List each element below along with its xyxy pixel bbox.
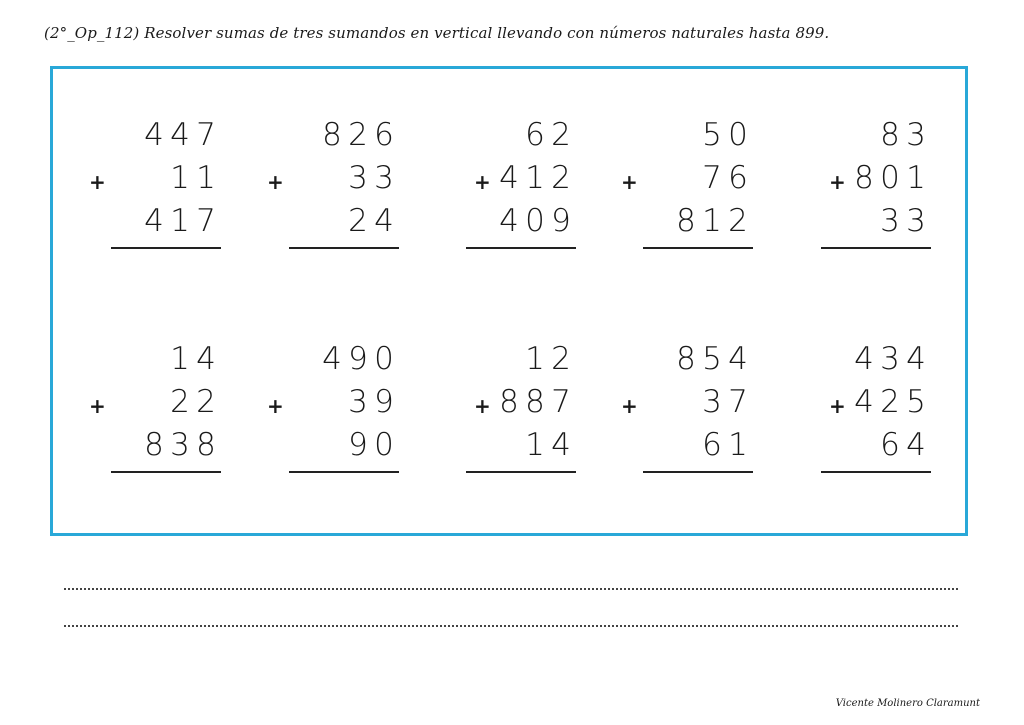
author-credit: Vicente Molinero Claramunt	[835, 698, 980, 709]
plus-sign: +	[829, 170, 846, 194]
addend-number: 8 3	[880, 117, 926, 153]
addend-row	[267, 160, 397, 204]
addend-row	[89, 384, 219, 428]
addend-number: 8 0 1	[854, 160, 926, 196]
sum-rule	[111, 471, 221, 473]
sum-rule	[643, 247, 753, 249]
addend-number: 4 1 2	[499, 160, 571, 196]
addend-number: 5 0	[702, 117, 748, 153]
addend-number: 8 5 4	[676, 341, 748, 377]
worksheet-title: (2°_Op_112) Resolver sumas de tres sumandos en vertical llevando con números naturales hasta 899.	[44, 24, 830, 42]
addend-row	[621, 341, 751, 385]
addend-number: 2 4	[348, 203, 394, 239]
plus-sign: +	[89, 170, 106, 194]
addend-row	[799, 341, 929, 385]
sum-rule	[111, 247, 221, 249]
plus-sign: +	[89, 394, 106, 418]
sum-rule	[466, 247, 576, 249]
addend-row	[267, 427, 397, 471]
addend-row	[799, 427, 929, 471]
addend-number: 6 4	[880, 427, 926, 463]
plus-sign: +	[621, 394, 638, 418]
addend-row	[267, 117, 397, 161]
addend-number: 4 9 0	[322, 341, 394, 377]
addend-row	[89, 427, 219, 471]
sum-rule	[466, 471, 576, 473]
addend-row	[267, 203, 397, 247]
answer-line-2[interactable]	[64, 625, 958, 627]
addend-row	[621, 203, 751, 247]
addition-problem	[621, 341, 751, 471]
addend-number: 9 0	[348, 427, 394, 463]
exercise-frame	[50, 66, 968, 536]
addend-number: 3 9	[348, 384, 394, 420]
addend-row	[799, 117, 929, 161]
addend-row	[799, 160, 929, 204]
addend-number: 3 3	[348, 160, 394, 196]
addend-row	[444, 117, 574, 161]
addend-number: 7 6	[702, 160, 748, 196]
addend-row	[444, 384, 574, 428]
addend-row	[89, 341, 219, 385]
addition-problem	[444, 341, 574, 471]
addend-number: 4 4 7	[144, 117, 216, 153]
addend-number: 8 1 2	[676, 203, 748, 239]
addition-problem	[267, 117, 397, 247]
plus-sign: +	[267, 394, 284, 418]
sum-rule	[821, 471, 931, 473]
addend-row	[621, 427, 751, 471]
answer-line-1[interactable]	[64, 588, 958, 590]
addend-number: 1 2	[525, 341, 571, 377]
addition-problem	[267, 341, 397, 471]
sum-rule	[289, 471, 399, 473]
plus-sign: +	[829, 394, 846, 418]
addend-row	[621, 160, 751, 204]
addend-number: 8 8 7	[499, 384, 571, 420]
addend-number: 8 3 8	[144, 427, 216, 463]
addend-number: 4 2 5	[854, 384, 926, 420]
addend-row	[89, 160, 219, 204]
sum-rule	[821, 247, 931, 249]
addend-row	[267, 384, 397, 428]
plus-sign: +	[621, 170, 638, 194]
addition-problem	[799, 117, 929, 247]
addend-number: 3 7	[702, 384, 748, 420]
addend-number: 8 2 6	[322, 117, 394, 153]
addend-row	[444, 203, 574, 247]
addend-row	[799, 203, 929, 247]
addend-row	[444, 341, 574, 385]
addend-row	[89, 117, 219, 161]
addition-problem	[89, 341, 219, 471]
addition-problem	[621, 117, 751, 247]
problems-grid	[53, 69, 965, 533]
addition-problem	[89, 117, 219, 247]
addend-row	[444, 160, 574, 204]
addend-number: 2 2	[170, 384, 216, 420]
addition-problem	[444, 117, 574, 247]
addend-number: 4 1 7	[144, 203, 216, 239]
plus-sign: +	[474, 394, 491, 418]
addend-number: 1 1	[170, 160, 216, 196]
plus-sign: +	[267, 170, 284, 194]
addend-row	[444, 427, 574, 471]
plus-sign: +	[474, 170, 491, 194]
sum-rule	[643, 471, 753, 473]
addend-row	[89, 203, 219, 247]
sum-rule	[289, 247, 399, 249]
addend-row	[799, 384, 929, 428]
addend-number: 1 4	[525, 427, 571, 463]
addend-number: 4 3 4	[854, 341, 926, 377]
addend-number: 3 3	[880, 203, 926, 239]
addend-number: 4 0 9	[499, 203, 571, 239]
addend-number: 1 4	[170, 341, 216, 377]
addend-row	[621, 117, 751, 161]
addition-problem	[799, 341, 929, 471]
addend-row	[621, 384, 751, 428]
addend-number: 6 2	[525, 117, 571, 153]
addend-number: 6 1	[702, 427, 748, 463]
addend-row	[267, 341, 397, 385]
